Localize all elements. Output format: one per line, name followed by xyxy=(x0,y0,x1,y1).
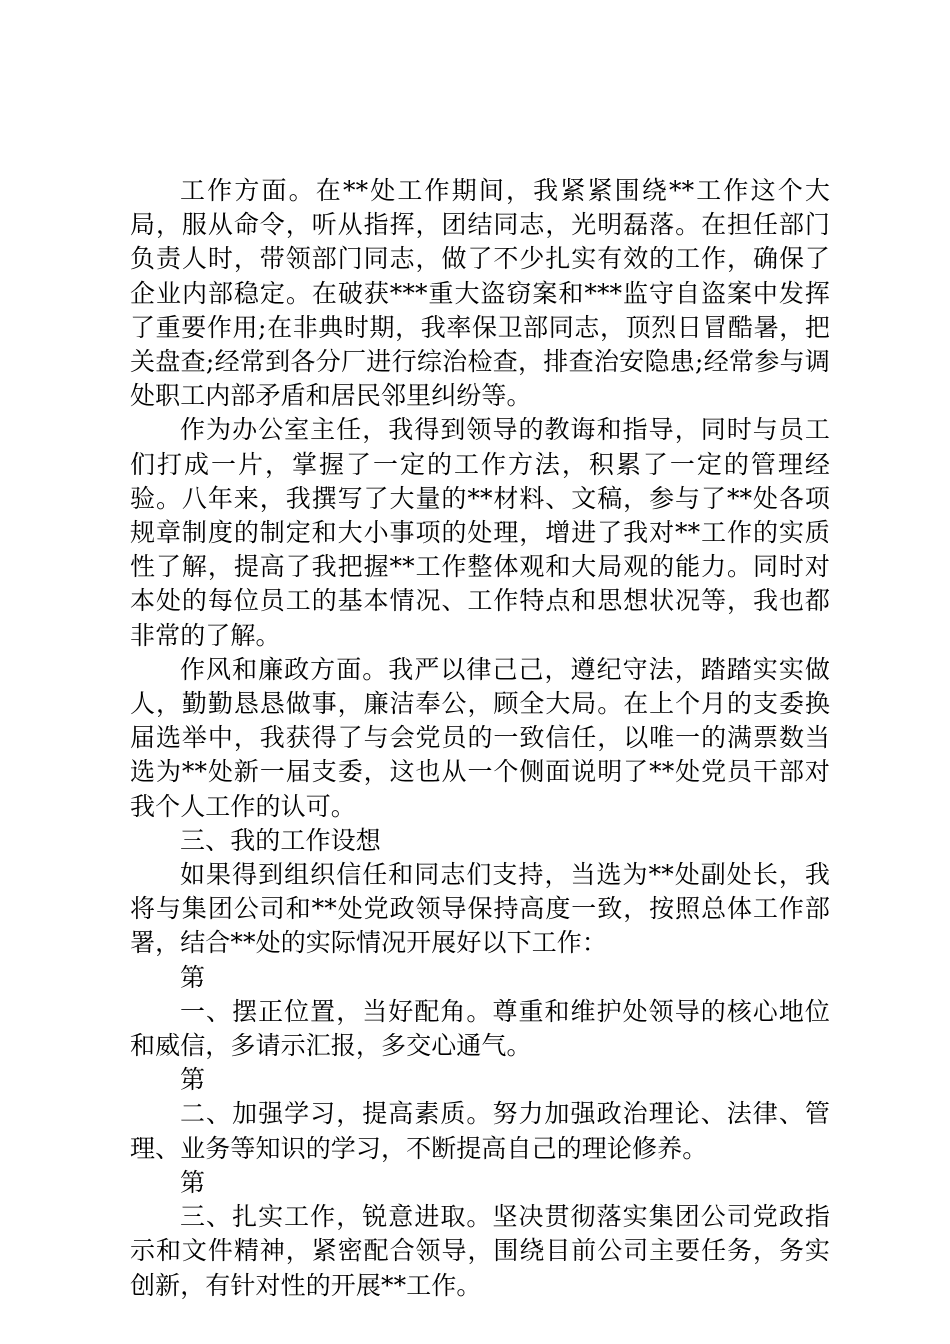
paragraph-ordinal-1: 第 xyxy=(180,962,206,992)
paragraph-plan-item-3: 三、扎实工作，锐意进取。坚决贯彻落实集团公司党政指示和文件精神，紧密配合领导，围绕目前公司主要任务，务实创新，有针对性的开展**工作。 xyxy=(130,1202,830,1300)
paragraph-work-aspect: 工作方面。在**处工作期间，我紧紧围绕**工作这个大局，服从命令，听从指挥，团结同志，光明磊落。在担任部门负责人时，带领部门同志，做了不少扎实有效的工作，确保了企业内部稳定。在破获***重大盗窃案和***监守自盗案中发挥了重要作用;在非典时期，我率保卫部同志，顶烈日冒酷暑，把关盘查;经常到各分厂进行综治检查，排查治安隐患;经常参与调处职工内部矛盾和居民邻里纠纷等。 xyxy=(130,176,830,411)
paragraph-ordinal-3: 第 xyxy=(180,1167,206,1197)
paragraph-office-director: 作为办公室主任，我得到领导的教诲和指导，同时与员工们打成一片，掌握了一定的工作方法，积累了一定的管理经验。八年来，我撰写了大量的**材料、文稿，参与了**处各项规章制度的制定和大小事项的处理，增进了我对**工作的实质性了解，提高了我把握**工作整体观和大局观的能力。同时对本处的每位员工的基本情况、工作特点和思想状况等，我也都非常的了解。 xyxy=(130,415,830,650)
paragraph-plan-item-2: 二、加强学习，提高素质。努力加强政治理论、法律、管理、业务等知识的学习，不断提高自己的理论修养。 xyxy=(130,1099,830,1163)
section-heading-work-plan: 三、我的工作设想 xyxy=(180,825,381,855)
paragraph-ordinal-2: 第 xyxy=(180,1065,206,1095)
paragraph-plan-item-1: 一、摆正位置，当好配角。尊重和维护处领导的核心地位和威信，多请示汇报，多交心通气。 xyxy=(130,996,830,1061)
paragraph-conduct-integrity: 作风和廉政方面。我严以律己己，遵纪守法，踏踏实实做人，勤勤恳恳做事，廉洁奉公，顾全大局。在上个月的支委换届选举中，我获得了与会党员的一致信任，以唯一的满票数当选为**处新一届支委，这也从一个侧面说明了**处党员干部对我个人工作的认可。 xyxy=(130,654,830,821)
paragraph-plan-intro: 如果得到组织信任和同志们支持，当选为**处副处长，我将与集团公司和**处党政领导保持高度一致，按照总体工作部署，结合**处的实际情况开展好以下工作： xyxy=(130,860,830,958)
document-body xyxy=(130,174,830,1303)
